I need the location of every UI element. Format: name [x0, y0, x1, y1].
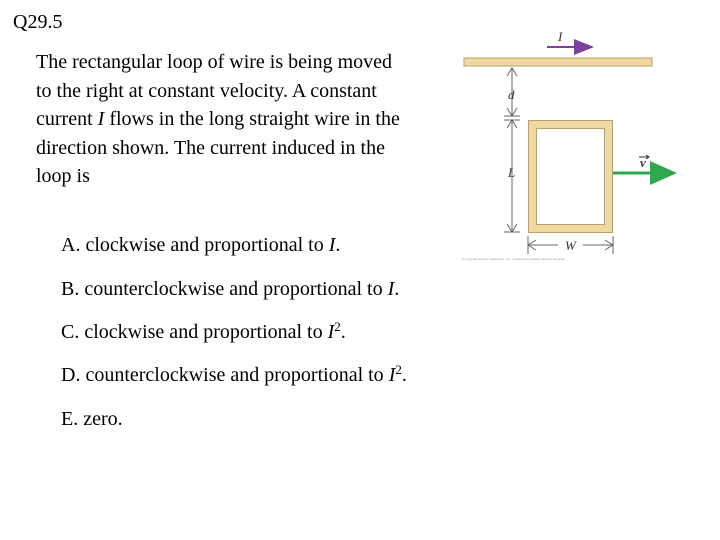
width-label: W [565, 238, 576, 253]
distance-label: d [508, 87, 515, 102]
option-e[interactable]: E. zero. [61, 408, 123, 430]
figure-copyright: © Copyright Pearson Education, Inc., publishing as Addison Wesley Longman [462, 257, 566, 261]
stem-current-symbol: I [97, 108, 105, 131]
length-label: L [508, 165, 516, 180]
rectangular-loop-inner [537, 129, 605, 225]
question-number: Q29.5 [13, 11, 63, 33]
option-b[interactable]: B. counterclockwise and proportional to I. [61, 278, 400, 300]
question-stem [36, 48, 406, 191]
velocity-label: v [640, 155, 646, 170]
current-label: I [558, 29, 563, 44]
wire-loop-figure [455, 25, 695, 265]
straight-wire [464, 58, 652, 66]
stem-text-1: The rectangular loop of wire is being moved to the right at constant velocity. A constant current [36, 51, 392, 131]
option-c[interactable]: C. clockwise and proportional to $I^2$. [61, 319, 346, 343]
stem-text-2: flows in the long straight wire in the direction shown. The current induced in the loop is [36, 108, 400, 188]
option-d[interactable]: D. counterclockwise and proportional to $I^2$. [61, 362, 407, 386]
option-a[interactable]: A. clockwise and proportional to I. [61, 234, 341, 256]
